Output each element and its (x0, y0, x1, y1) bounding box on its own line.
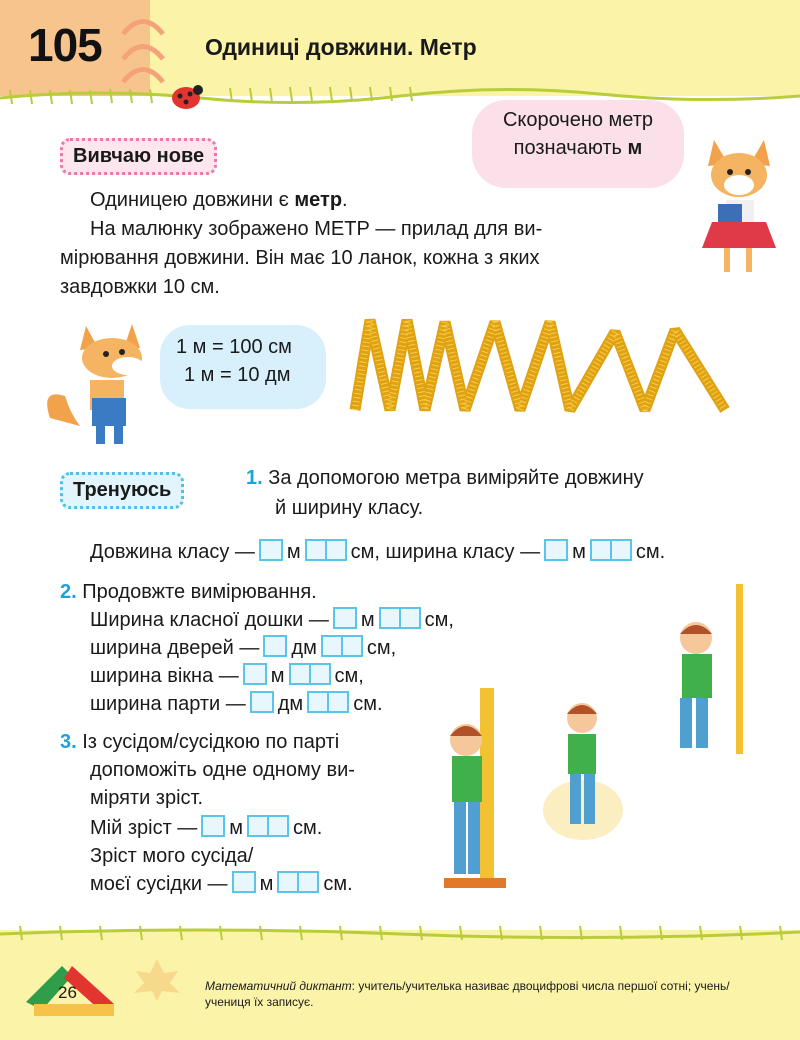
intro-line-4: завдовжки 10 см. (60, 276, 220, 298)
task1-line-1: 1. За допомогою метра виміряйте довжину (246, 467, 644, 489)
swirl-decoration (118, 14, 178, 90)
task3-row-my-height: Мій зріст — м см. (90, 817, 323, 839)
conversion-line-1: 1 м = 100 см (176, 336, 292, 358)
bubble-line-1: Скорочено метр (502, 109, 654, 131)
task2-row: ширина вікна — м см, (90, 665, 364, 687)
grass-border-bottom (0, 922, 800, 946)
boy-measuring-height-illustration (436, 680, 536, 900)
task2-row: ширина дверей — дм см, (90, 637, 397, 659)
grass-border-top (0, 84, 800, 108)
answer-box[interactable] (247, 815, 289, 837)
answer-box[interactable] (259, 539, 283, 561)
boy-marking-height-illustration (538, 690, 628, 840)
conversion-bubble (160, 325, 326, 409)
task3-line-3: міряти зріст. (90, 787, 204, 809)
answer-box[interactable] (289, 663, 331, 685)
answer-box[interactable] (250, 691, 274, 713)
answer-box[interactable] (263, 635, 287, 657)
task2-row: ширина парти — дм см. (90, 693, 383, 715)
lesson-title: Одиниці довжини. Метр (205, 34, 477, 60)
task3-line-2: допоможіть одне одному ви- (90, 759, 355, 781)
ladybug-icon (166, 80, 206, 112)
folding-meter-ruler (345, 310, 735, 420)
learn-tag: Вивчаю нове (60, 138, 217, 175)
footer-note: Математичний диктант: учитель/учителька називає двоцифрові числа першої сотні; учень/учениця їх записує. (205, 979, 730, 1009)
intro-line-2: На малюнку зображено МЕТР — прилад для ви- (90, 218, 543, 240)
conversion-line-2: 1 м = 10 дм (184, 364, 291, 386)
task3-row-neighbor-height: моєї сусідки — м см. (90, 873, 353, 895)
task1-line-2: й ширину класу. (275, 497, 424, 519)
answer-box[interactable] (277, 871, 319, 893)
task2-title: 2. Продовжте вимірювання. (60, 581, 317, 603)
lesson-number: 105 (28, 19, 102, 71)
answer-box[interactable] (544, 539, 568, 561)
answer-box[interactable] (232, 871, 256, 893)
answer-box[interactable] (305, 539, 347, 561)
answer-box[interactable] (307, 691, 349, 713)
intro-line-3: мірювання довжини. Він має 10 ланок, кожна з яких (60, 247, 540, 269)
boy-measuring-wall-illustration (650, 582, 760, 762)
intro-line-1: Одиницею довжини є метр. (90, 189, 348, 211)
page-number: 26 (58, 983, 77, 1002)
fox-boy-illustration (40, 318, 158, 450)
bubble-line-2: позначають м (513, 137, 643, 159)
task1-fill-row: Довжина класу — м см, ширина класу — м см. (90, 541, 666, 563)
answer-box[interactable] (379, 607, 421, 629)
task3-line-5: Зріст мого сусіда/ (90, 845, 254, 867)
answer-box[interactable] (321, 635, 363, 657)
answer-box[interactable] (201, 815, 225, 837)
fox-girl-illustration (694, 130, 784, 280)
speech-bubble-note (472, 100, 684, 188)
answer-box[interactable] (590, 539, 632, 561)
leaf-icon (130, 955, 184, 1003)
answer-box[interactable] (243, 663, 267, 685)
task2-row: Ширина класної дошки — м см, (90, 609, 454, 631)
answer-box[interactable] (333, 607, 357, 629)
task3-line-1: 3. Із сусідом/сусідкою по парті (60, 731, 340, 753)
practice-tag: Тренуюсь (60, 472, 184, 509)
